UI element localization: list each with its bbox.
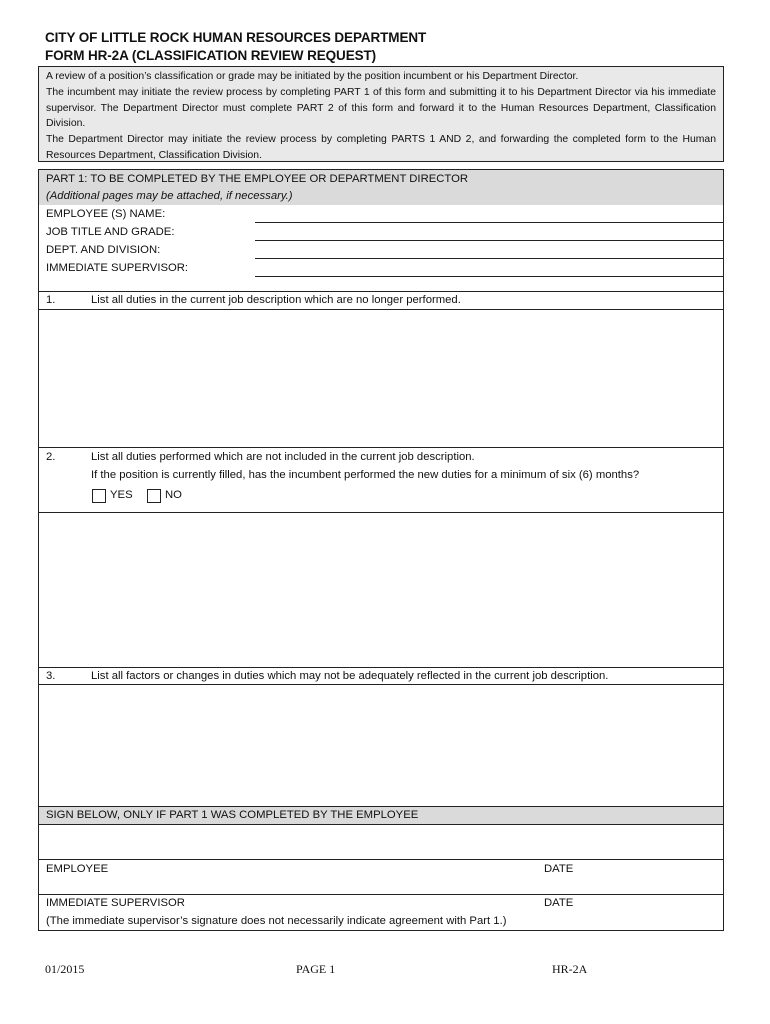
yes-label: YES bbox=[110, 489, 133, 501]
employee-date-label: DATE bbox=[544, 863, 574, 875]
q1-answer-area[interactable] bbox=[39, 310, 723, 447]
supervisor-date-label: DATE bbox=[544, 897, 574, 909]
no-checkbox[interactable] bbox=[147, 489, 161, 503]
employee-name-label: EMPLOYEE (S) NAME: bbox=[46, 208, 166, 220]
q2-text: List all duties performed which are not included in the current job description. bbox=[91, 451, 475, 463]
q3-number: 3. bbox=[46, 670, 56, 682]
supervisor-label: IMMEDIATE SUPERVISOR: bbox=[46, 262, 189, 274]
q3-answer-area[interactable] bbox=[39, 685, 723, 806]
footer-form-code: HR-2A bbox=[552, 962, 588, 976]
q3-text: List all factors or changes in duties which may not be adequately reflected in the current job description. bbox=[91, 670, 609, 682]
supervisor-field[interactable] bbox=[255, 276, 723, 277]
part1-note: (Additional pages may be attached, if necessary.) bbox=[46, 190, 293, 202]
yes-checkbox[interactable] bbox=[92, 489, 106, 503]
footer-date: 01/2015 bbox=[45, 962, 85, 976]
q2-number: 2. bbox=[46, 451, 56, 463]
intro-box bbox=[38, 66, 724, 162]
form-title-line1: CITY OF LITTLE ROCK HUMAN RESOURCES DEPARTMENT bbox=[45, 30, 427, 45]
dept-field[interactable] bbox=[255, 258, 723, 259]
divider bbox=[39, 291, 723, 292]
part1-heading: PART 1: TO BE COMPLETED BY THE EMPLOYEE OR DEPARTMENT DIRECTOR bbox=[46, 173, 469, 185]
divider bbox=[39, 859, 723, 860]
supervisor-note: (The immediate supervisor’s signature does not necessarily indicate agreement with Part 1.) bbox=[46, 915, 507, 927]
divider bbox=[39, 447, 723, 448]
sign-heading: SIGN BELOW, ONLY IF PART 1 WAS COMPLETED BY THE EMPLOYEE bbox=[46, 809, 419, 821]
form-main-box bbox=[38, 169, 724, 931]
dept-label: DEPT. AND DIVISION: bbox=[46, 244, 161, 256]
supervisor-signature-area[interactable] bbox=[39, 880, 723, 894]
divider bbox=[39, 667, 723, 668]
supervisor-signature-label: IMMEDIATE SUPERVISOR bbox=[46, 897, 185, 909]
q2-subquestion: If the position is currently filled, has the incumbent performed the new duties for a minimum of six (6) months? bbox=[91, 469, 640, 481]
intro-paragraph-2: The incumbent may initiate the review process by completing PART 1 of this form and submitting it to his Department Director via his immediate supervisor. The Department Director must complete PART 2 of this form and forward it to the Human Resources Department, Classification Division. bbox=[46, 86, 716, 130]
footer-page-number: PAGE 1 bbox=[296, 962, 336, 976]
q2-answer-area[interactable] bbox=[39, 513, 723, 667]
employee-signature-label: EMPLOYEE bbox=[46, 863, 109, 875]
divider bbox=[39, 894, 723, 895]
form-title-line2: FORM HR-2A (CLASSIFICATION REVIEW REQUEST) bbox=[45, 48, 377, 63]
employee-signature-area[interactable] bbox=[39, 824, 723, 858]
job-title-label: JOB TITLE AND GRADE: bbox=[46, 226, 175, 238]
intro-paragraph-3: The Department Director may initiate the review process by completing PARTS 1 AND 2, and forwarding the completed form to the Human Resources Department, Classification Division. bbox=[46, 134, 716, 161]
q1-number: 1. bbox=[46, 294, 56, 306]
intro-paragraph-1: A review of a position’s classification or grade may be initiated by the position incumbent or his Department Director. bbox=[46, 71, 579, 82]
no-label: NO bbox=[165, 489, 182, 501]
job-title-field[interactable] bbox=[255, 240, 723, 241]
q1-text: List all duties in the current job description which are no longer performed. bbox=[91, 294, 461, 306]
employee-name-field[interactable] bbox=[255, 222, 723, 223]
